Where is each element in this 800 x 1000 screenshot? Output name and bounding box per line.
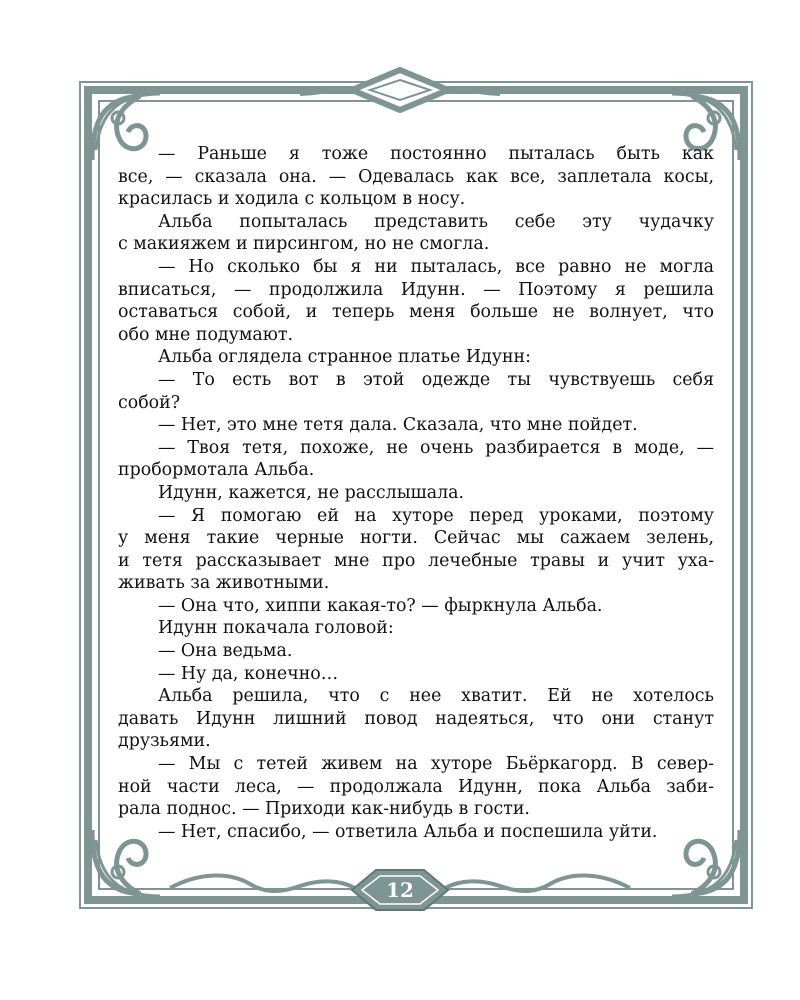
text-line: красилась и ходила с кольцом в носу. [118, 189, 466, 210]
text-line: у меня такие черные ногти. Сейчас мы сажаем зелень, [118, 528, 714, 549]
text-line: Альба оглядела странное платье Идунн: [158, 347, 531, 368]
text-line: и тетя рассказывает мне про лечебные травы и учит уха- [118, 550, 714, 571]
text-line: — Нет, это мне тетя дала. Сказала, что мне пойдет. [158, 415, 638, 436]
text-line: — Я помогаю ей на хуторе перед уроками, поэтому [158, 505, 714, 526]
text-line: — Она ведьма. [158, 641, 293, 662]
text-line: вписаться, — продолжила Идунн. — Поэтому я решила [118, 279, 714, 300]
text-line: — Ну да, конечно… [158, 663, 339, 684]
text-line: друзьями. [118, 731, 211, 752]
text-line: Альба решила, что с нее хватит. Ей не хотелось [158, 686, 714, 707]
text-line: рала поднос. — Приходи как-нибудь в гости. [118, 799, 530, 820]
text-line: все, — сказала она. — Одевалась как все, заплетала косы, [118, 166, 714, 187]
text-line: Альба попыталась представить себе эту чудачку [158, 211, 714, 232]
text-line: — То есть вот в этой одежде ты чувствуешь себя [158, 369, 714, 390]
text-line: пробормотала Альба. [118, 460, 315, 481]
text-line: — Мы с тетей живем на хуторе Бьёркагорд. В север- [158, 754, 714, 775]
text-line: оставаться собой, и теперь меня больше не волнует, что [118, 302, 714, 323]
text-line: собой? [118, 392, 181, 413]
body-text [118, 143, 714, 843]
text-line: Идунн, кажется, не расслышала. [158, 482, 465, 503]
text-line: — Но сколько бы я ни пыталась, все равно не могла [158, 256, 714, 277]
text-line: живать за животными. [118, 573, 330, 594]
text-line: — Твоя тетя, похоже, не очень разбирается в моде, — [158, 437, 714, 458]
text-line: Идунн покачала головой: [158, 618, 394, 639]
text-line: давать Идунн лишний повод надеяться, что они станут [118, 708, 714, 729]
text-line: обо мне подумают. [118, 324, 294, 345]
text-line: — Раньше я тоже постоянно пыталась быть как [158, 144, 714, 164]
text-line: — Нет, спасибо, — ответила Альба и поспешила уйти. [158, 821, 658, 842]
page-number: 12 [386, 878, 414, 902]
text-line: с макияжем и пирсингом, но не смогла. [118, 234, 490, 255]
text-line: ной части леса, — продолжала Идунн, пока Альба заби- [118, 776, 714, 797]
text-line: — Она что, хиппи какая-то? — фыркнула Альба. [158, 595, 603, 616]
